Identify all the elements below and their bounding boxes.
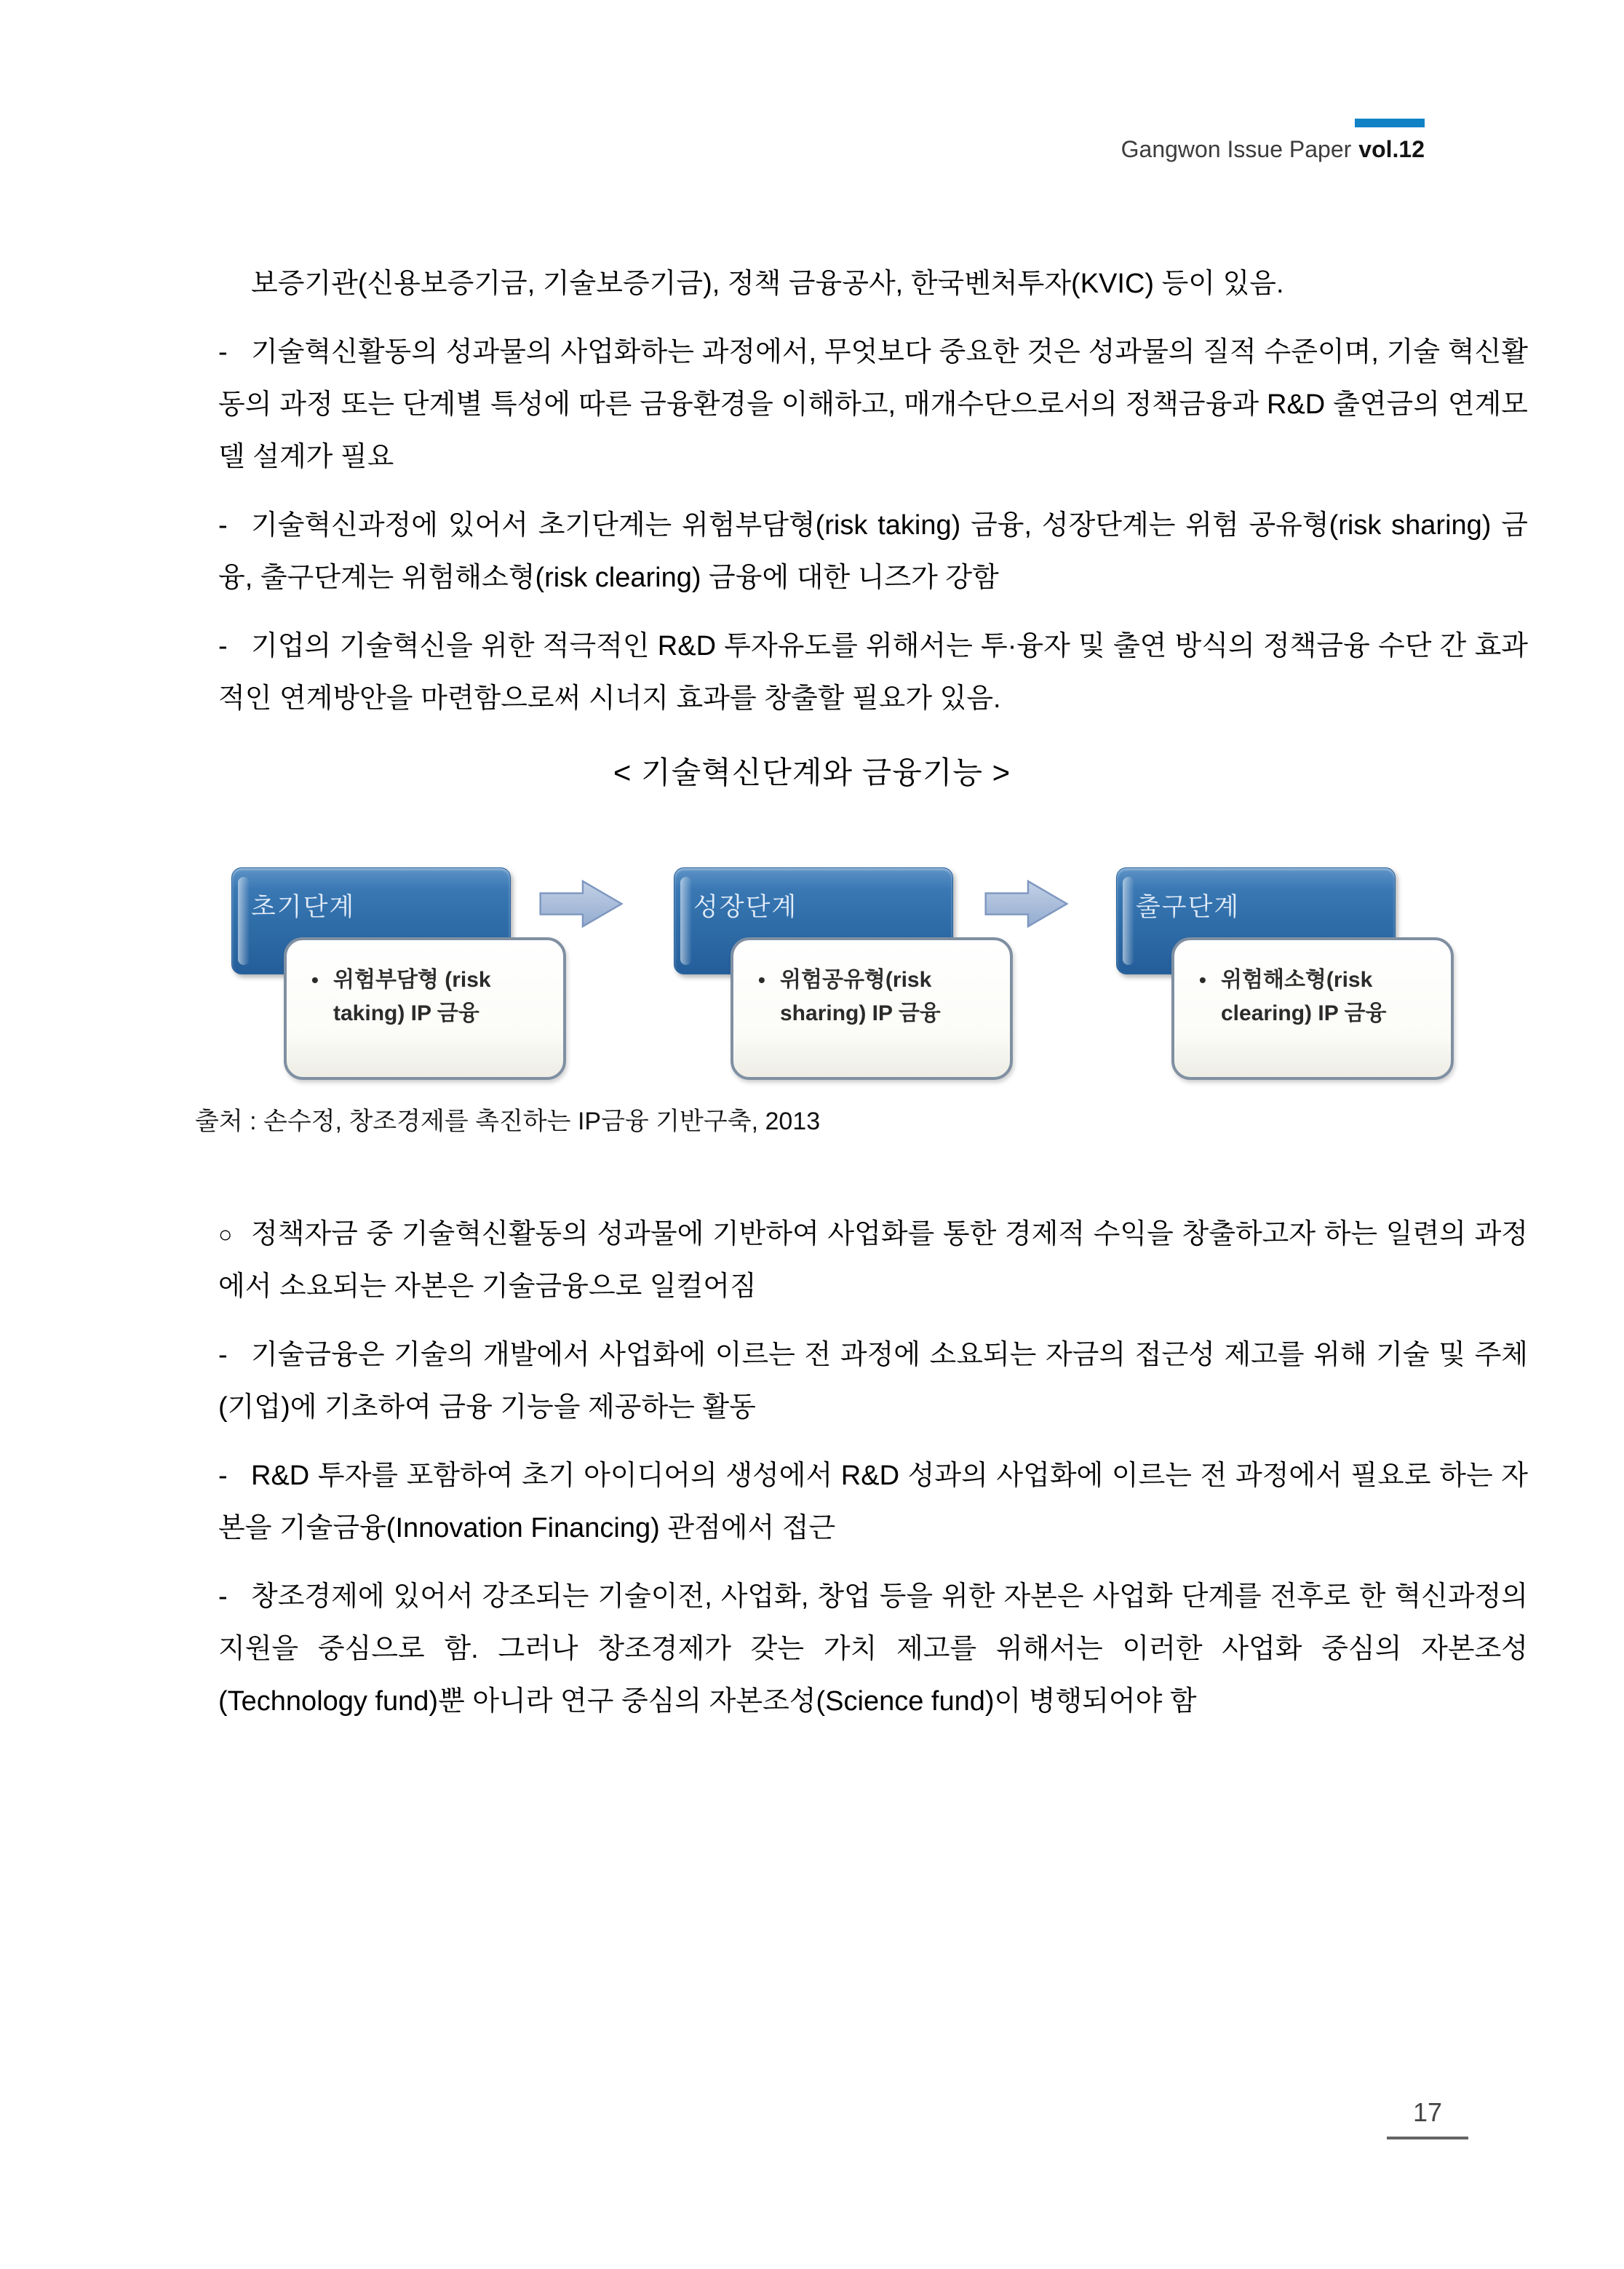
stage-detail-exit [1171,937,1454,1080]
stage-detail-text: 위험부담형 (risk taking) IP 금융 [333,968,491,1025]
right-arrow-icon [538,879,624,929]
bullet-item [218,326,1528,483]
journal-title-text: Gangwon Issue Paper [1121,136,1352,162]
bullet-text: R&D 투자를 포함하여 초기 아이디어의 생성에서 R&D 성과의 사업화에 이르는 전 과정에서 필요로 하는 자본을 기술금융(Innovation Financing) 관점에서 접근 [218,1461,1528,1543]
bullet-text: 창조경제에 있어서 강조되는 기술이전, 사업화, 창업 등을 위한 자본은 사업화 단계를 전후로 한 혁신과정의 지원을 중심으로 함. 그러나 창조경제가 갖는 가치 제고를 위해서는 이러한 사업화 중심의 자본조성 (Technology fund)뿐 아니라 연구 중심의 자본조성(Science fund)이 병행되어야 함 [218,1581,1528,1717]
body-text [195,258,1528,1728]
stage-detail-text: 위험해소형(risk clearing) IP 금융 [1221,968,1387,1025]
page-header [1121,119,1425,163]
stage-detail-content [1174,940,1451,1030]
dash-marker: - [218,1340,228,1370]
figure-caption: < 기술혁신단계와 금융기능 > [613,755,1011,790]
section-text: 정책자금 중 기술혁신활동의 성과물에 기반하여 사업화를 통한 경제적 수익을 창출하고자 하는 일련의 과정에서 소요되는 자본은 기술금융으로 일컬어짐 [218,1219,1528,1302]
bullet-text: 기업의 기술혁신을 위한 적극적인 R&D 투자유도를 위해서는 투·융자 및 출연 방식의 정책금융 수단 간 효과적인 연계방안을 마련함으로써 시너지 효과를 창출할 필요가 있음. [218,631,1528,714]
stage-label: 출구단계 [1136,893,1241,921]
bullet-text: 기술혁신활동의 성과물의 사업화하는 과정에서, 무엇보다 중요한 것은 성과물의 질적 수준이며, 기술 혁신활동의 과정 또는 단계별 특성에 따른 금융환경을 이해하고, 매개수단으로서의 정책금융과 R&D 출연금의 연계모델 설계가 필요 [218,337,1528,472]
dash-marker: - [218,631,228,661]
accent-bar [1355,119,1425,127]
section-item [218,1208,1528,1313]
bullet-item [218,1570,1528,1728]
bullet-item [218,499,1528,604]
stage-detail-content [287,940,563,1030]
bullet-item [218,1329,1528,1434]
continuation-paragraph: 보증기관(신용보증기금, 기술보증기금), 정책 금융공사, 한국벤처투자(KVIC) 등이 있음. [251,269,1284,299]
bullet-dot-icon: • [311,969,319,991]
bullet-text: 기술금융은 기술의 개발에서 사업화에 이르는 전 과정에 소요되는 자금의 접근성 제고를 위해 기술 및 주체(기업)에 기초하여 금융 기능을 제공하는 활동 [218,1340,1528,1423]
journal-volume: vol.12 [1358,136,1425,162]
figure-canvas [218,867,1528,1086]
bullet-text: 기술혁신과정에 있어서 초기단계는 위험부담형(risk taking) 금융, 성장단계는 위험 공유형(risk sharing) 금융, 출구단계는 위험해소형(risk clearing) 금융에 대한 니즈가 강함 [218,510,1528,593]
journal-title [1121,136,1425,163]
dash-marker: - [218,337,228,367]
bullet-dot-icon: • [758,969,765,991]
stage-detail-content [733,940,1010,1030]
dash-marker: - [218,510,228,541]
dash-marker: - [218,1581,228,1612]
bullet-item [218,1450,1528,1554]
bullet-item [218,620,1528,725]
stage-label: 성장단계 [693,893,798,921]
stage-detail-growth [731,937,1013,1080]
circle-marker: ○ [218,1221,233,1247]
dash-marker: - [218,1461,228,1491]
page-number: 17 [1387,2097,1468,2139]
right-arrow-icon [984,879,1070,929]
stage-label: 초기단계 [251,893,356,921]
stage-detail-early [284,937,566,1080]
figure-source: 출처 : 손수정, 창조경제를 촉진하는 IP금융 기반구축, 2013 [195,1108,821,1135]
stage-detail-text: 위험공유형(risk sharing) IP 금융 [780,968,941,1025]
bullet-dot-icon: • [1199,969,1206,991]
